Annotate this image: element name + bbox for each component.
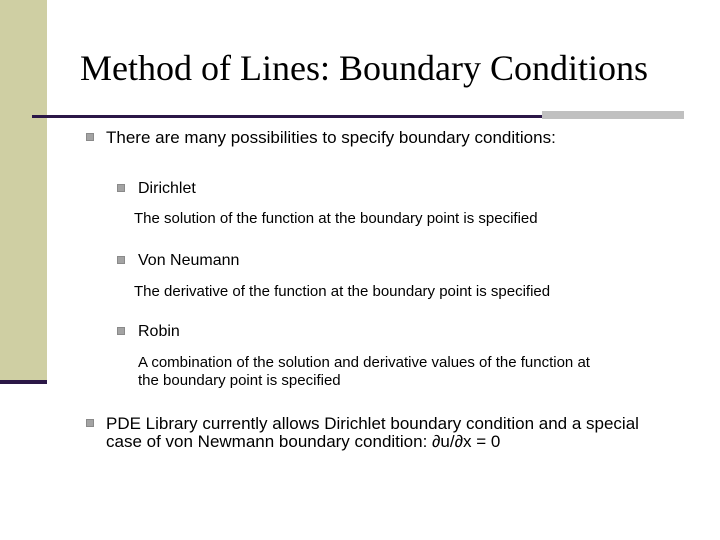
square-bullet-icon [86, 133, 94, 141]
side-decoration-bar [0, 0, 47, 380]
condition-name-von-neumann: Von Neumann [138, 252, 240, 269]
condition-desc-robin-line2: the boundary point is specified [138, 372, 341, 389]
condition-desc-robin-line1: A combination of the solution and derivative values of the function at [138, 354, 590, 371]
note-line2: case of von Newmann boundary condition: ∂u/∂x = 0 [106, 432, 501, 451]
condition-desc-dirichlet: The solution of the function at the boundary point is specified [134, 210, 538, 227]
side-decoration-line [0, 380, 47, 384]
note-line1: PDE Library currently allows Dirichlet boundary condition and a special [106, 414, 639, 433]
title-rule-dark [32, 115, 542, 118]
square-bullet-icon [117, 256, 125, 264]
title-rule-light [542, 111, 684, 119]
condition-desc-von-neumann: The derivative of the function at the boundary point is specified [134, 283, 551, 300]
condition-name-robin: Robin [138, 323, 180, 340]
condition-name-dirichlet: Dirichlet [138, 180, 196, 197]
square-bullet-icon [117, 184, 125, 192]
intro-text: There are many possibilities to specify boundary conditions: [106, 128, 556, 147]
square-bullet-icon [86, 419, 94, 427]
square-bullet-icon [117, 327, 125, 335]
slide-title: Method of Lines: Boundary Conditions [80, 48, 648, 88]
